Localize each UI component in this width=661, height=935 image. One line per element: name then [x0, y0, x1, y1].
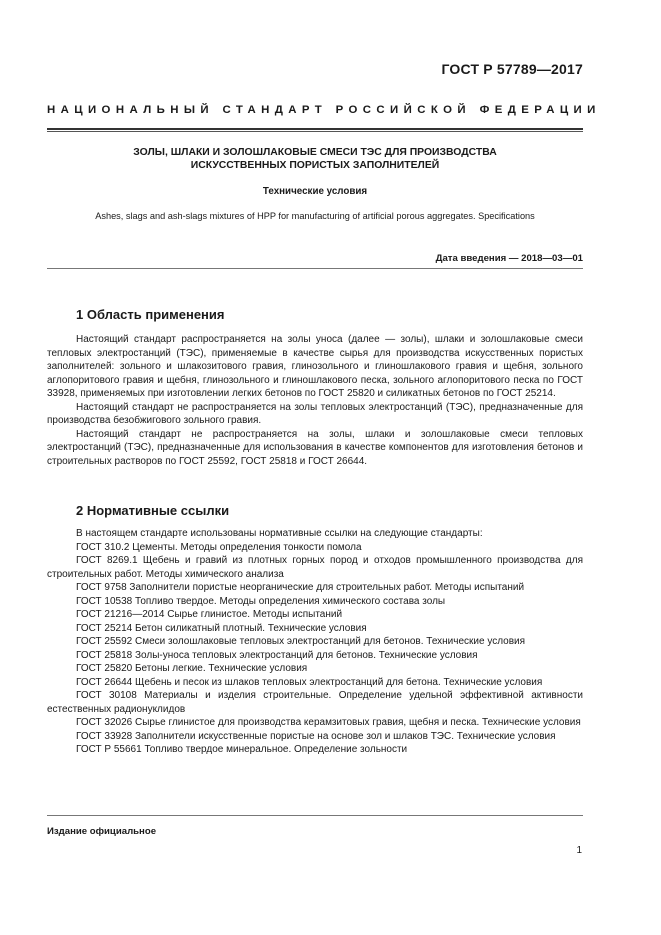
reference-item: ГОСТ 25820 Бетоны легкие. Технические условия: [76, 663, 308, 674]
reference-item: ГОСТ 8269.1 Щебень и гравий из плотных горных пород и отходов промышленного производства для строительных работ. Методы химического анализа: [47, 555, 583, 580]
page-number: 1: [576, 845, 582, 856]
document-subtitle: Технические условия: [262, 186, 368, 197]
header-rule-thick: [47, 128, 583, 130]
reference-item: ГОСТ 26644 Щебень и песок из шлаков тепловых электростанций для бетона. Технические условия: [76, 676, 543, 688]
reference-item: ГОСТ Р 55661 Топливо твердое минеральное. Определение зольности: [76, 744, 408, 755]
section-1-heading: 1 Область применения: [76, 307, 225, 322]
footer-rule: [47, 815, 583, 816]
reference-item: ГОСТ 21216—2014 Сырье глинистое. Методы испытаний: [76, 609, 343, 620]
reference-item: ГОСТ 25818 Золы-уноса тепловых электростанций для бетонов. Технические условия: [76, 649, 478, 661]
section-2-intro: В настоящем стандарте использованы нормативные ссылки на следующие стандарты:: [76, 528, 483, 539]
reference-item: ГОСТ 310.2 Цементы. Методы определения тонкости помола: [76, 541, 362, 553]
reference-item: ГОСТ 9758 Заполнители пористые неорганические для строительных работ. Методы испытаний: [76, 582, 525, 593]
reference-item: ГОСТ 10538 Топливо твердое. Методы определения химического состава золы: [76, 595, 446, 607]
reference-item: ГОСТ 25592 Смеси золошлаковые тепловых электростанций для бетонов. Технические условия: [76, 636, 526, 647]
document-number: ГОСТ Р 57789—2017: [441, 61, 583, 77]
english-title: Ashes, slags and ash-slags mixtures of HPP for manufacturing of artificial porous aggregates. Specifications: [95, 211, 535, 221]
title-line-1: ЗОЛЫ, ШЛАКИ И ЗОЛОШЛАКОВЫЕ СМЕСИ ТЭС ДЛЯ ПРОИЗВОДСТВА: [133, 147, 497, 158]
reference-item: ГОСТ 33928 Заполнители искусственные пористые на основе зол и шлаков ТЭС. Технические условия: [76, 730, 556, 742]
section-2-body: [47, 527, 583, 757]
header-rule-thin: [47, 131, 583, 132]
reference-item: ГОСТ 25214 Бетон силикатный плотный. Технические условия: [76, 622, 367, 634]
reference-item: ГОСТ 32026 Сырье глинистое для производства керамзитовых гравия, щебня и песка. Технические условия: [76, 717, 581, 728]
introduction-date: Дата введения — 2018—03—01: [435, 253, 583, 264]
section-1-paragraph: Настоящий стандарт не распространяется на золы тепловых электростанций (ТЭС), предназначенные для производства безобжигового зольного гравия.: [47, 401, 583, 426]
section-1-body: [47, 333, 583, 468]
title-line-2: ИСКУССТВЕННЫХ ПОРИСТЫХ ЗАПОЛНИТЕЛЕЙ: [190, 160, 440, 171]
section-2-heading: 2 Нормативные ссылки: [76, 503, 230, 518]
document-title: [47, 146, 583, 172]
national-standard-banner: НАЦИОНАЛЬНЫЙ СТАНДАРТ РОССИЙСКОЙ ФЕДЕРАЦИИ: [47, 104, 601, 116]
section-1-paragraph: Настоящий стандарт распространяется на золы уноса (далее — золы), шлаки и золошлаковые смеси тепловых электростанций (ТЭС), применяемые в качестве сырья для производства искусственных пористых заполнителей: зольного и шлакозитового гравия, глинозольного и глиношлакового гравия и щебня, зольного аглопоритового гравия и щебня, глинозольного и глиношлакового песка, зольного аглопоритового песка по ГОСТ 33928, применяемых при изготовлении легких бетонов по ГОСТ 25820 и силикатных бетонов по ГОСТ 25214.: [47, 334, 583, 399]
date-rule: [47, 268, 583, 269]
section-1-paragraph: Настоящий стандарт не распространяется на золы, шлаки и золошлаковые смеси тепловых электростанций (ТЭС), предназначенные для использования в качестве компонентов для изготовления бетонов и строительных растворов по ГОСТ 25592, ГОСТ 25818 и ГОСТ 26644.: [47, 428, 583, 467]
official-edition-label: Издание официальное: [47, 826, 157, 837]
reference-item: ГОСТ 30108 Материалы и изделия строительные. Определение удельной эффективной активности естественных радионуклидов: [47, 690, 583, 715]
